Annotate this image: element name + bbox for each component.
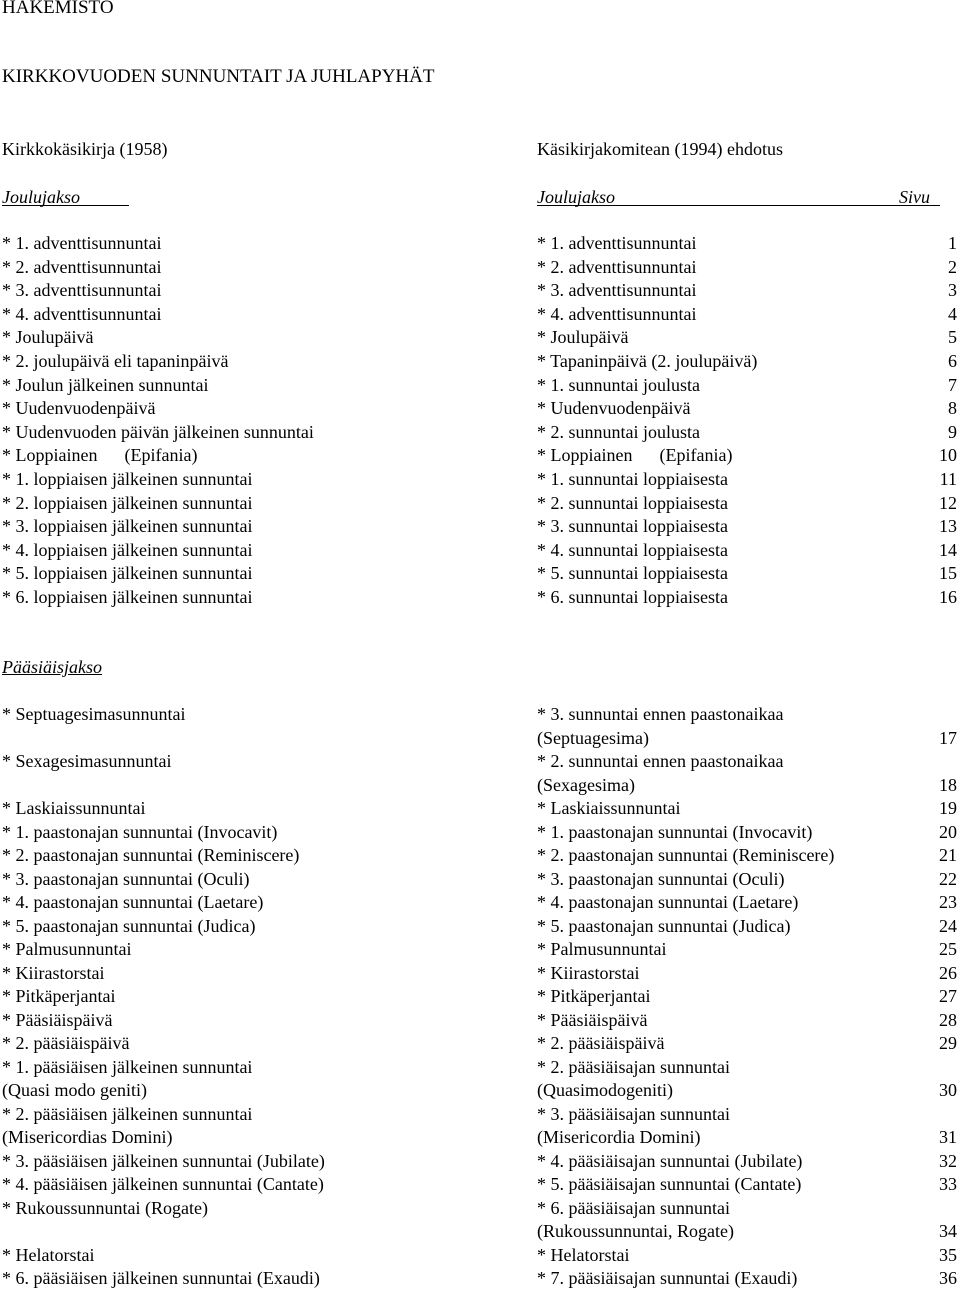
entry-page-number: 27 <box>939 986 957 1006</box>
entry-right: * 4. adventtisunnuntai <box>537 303 697 324</box>
entry-page-number: 22 <box>939 868 957 889</box>
entry-page-number: 33 <box>939 1174 957 1194</box>
entry-left: * 5. loppiaisen jälkeinen sunnuntai <box>2 563 253 584</box>
entry-page-number: 29 <box>939 1033 957 1053</box>
entry-left: * 6. pääsiäisen jälkeinen sunnuntai (Exaudi) <box>2 1268 320 1288</box>
underline-left <box>2 205 129 206</box>
entry-left: * 1. loppiaisen jälkeinen sunnuntai <box>2 469 253 489</box>
entry-right: * Laskiaissunnuntai <box>537 798 681 818</box>
section-heading-right-joulujakso: Joulujakso <box>537 187 615 207</box>
entry-left: * Helatorstai <box>2 1244 95 1265</box>
entry-left: * Pitkäperjantai <box>2 986 116 1006</box>
entry-right: (Quasimodogeniti) <box>537 1080 673 1100</box>
entry-right: * Helatorstai <box>537 1244 630 1265</box>
entry-left: * 2. pääsiäisen jälkeinen sunnuntai <box>2 1103 253 1124</box>
entry-left: * Pääsiäispäivä <box>2 1009 113 1030</box>
entry-page-number: 5 <box>948 327 957 348</box>
entry-left: * Uudenvuodenpäivä <box>2 398 156 419</box>
entry-left: * 1. pääsiäisen jälkeinen sunnuntai <box>2 1056 253 1077</box>
entry-right: * 6. sunnuntai loppiaisesta <box>537 587 728 607</box>
entry-page-number: 19 <box>939 798 957 818</box>
entry-right: * Pääsiäispäivä <box>537 1009 648 1030</box>
entry-left: * 3. pääsiäisen jälkeinen sunnuntai (Jubilate) <box>2 1150 325 1171</box>
section-heading-left-joulujakso: Joulujakso <box>2 187 80 207</box>
entry-right: * 2. pääsiäispäivä <box>537 1033 665 1053</box>
entry-page-number: 30 <box>939 1080 957 1100</box>
entry-right: (Sexagesima) <box>537 774 635 795</box>
entry-page-number: 10 <box>939 445 957 466</box>
entry-right: * Pitkäperjantai <box>537 986 651 1006</box>
section-heading-paasiaisjakso: Pääsiäisjakso <box>2 657 103 677</box>
entry-left: * 4. paastonajan sunnuntai (Laetare) <box>2 892 264 912</box>
entry-left: * 2. adventtisunnuntai <box>2 256 162 277</box>
entry-right: * Joulupäivä <box>537 327 629 348</box>
entry-page-number: 8 <box>948 398 957 419</box>
entry-left: * Septuagesimasunnuntai <box>2 704 186 724</box>
entry-left: * 1. paastonajan sunnuntai (Invocavit) <box>2 821 278 842</box>
entry-left: * Uudenvuoden päivän jälkeinen sunnuntai <box>2 421 314 442</box>
entry-page-number: 13 <box>939 516 957 537</box>
entry-left: * 2. pääsiäispäivä <box>2 1033 130 1053</box>
entry-right: * Tapaninpäivä (2. joulupäivä) <box>537 351 758 371</box>
entry-right: * 3. paastonajan sunnuntai (Oculi) <box>537 868 785 889</box>
entry-right: * 5. sunnuntai loppiaisesta <box>537 563 728 584</box>
entry-page-number: 35 <box>939 1244 957 1265</box>
entry-left: * Kiirastorstai <box>2 962 105 983</box>
entry-page-number: 18 <box>939 774 957 795</box>
entry-page-number: 14 <box>939 539 957 560</box>
entry-right: * 3. pääsiäisajan sunnuntai <box>537 1103 730 1124</box>
entry-right: * 4. sunnuntai loppiaisesta <box>537 539 728 560</box>
entry-left: * Rukoussunnuntai (Rogate) <box>2 1197 208 1218</box>
entry-right: * 2. sunnuntai ennen paastonaikaa <box>537 751 784 771</box>
page-column-heading: Sivu <box>899 187 930 207</box>
entry-left: * Joulun jälkeinen sunnuntai <box>2 374 209 395</box>
entry-right: * 4. paastonajan sunnuntai (Laetare) <box>537 892 799 912</box>
entry-left: * 2. loppiaisen jälkeinen sunnuntai <box>2 492 253 513</box>
entry-right: * 1. adventtisunnuntai <box>537 233 697 253</box>
entry-page-number: 20 <box>939 821 957 842</box>
entry-right: * Kiirastorstai <box>537 962 640 983</box>
entry-left: * 1. adventtisunnuntai <box>2 233 162 253</box>
entry-right: (Rukoussunnuntai, Rogate) <box>537 1221 734 1241</box>
entry-page-number: 17 <box>939 727 957 748</box>
column-heading-left: Kirkkokäsikirja (1958) <box>2 139 168 159</box>
entry-left: * 4. adventtisunnuntai <box>2 303 162 324</box>
entry-left: * 4. loppiaisen jälkeinen sunnuntai <box>2 539 253 560</box>
page-subtitle: KIRKKOVUODEN SUNNUNTAIT JA JUHLAPYHÄT <box>2 66 435 87</box>
entry-left: (Misericordias Domini) <box>2 1127 173 1147</box>
entry-right: * 2. paastonajan sunnuntai (Reminiscere) <box>537 845 835 865</box>
entry-page-number: 7 <box>948 374 957 395</box>
entry-right: (Misericordia Domini) <box>537 1127 701 1147</box>
entry-right: * 5. paastonajan sunnuntai (Judica) <box>537 915 791 936</box>
entry-right: * 2. sunnuntai loppiaisesta <box>537 492 728 513</box>
entry-page-number: 16 <box>939 587 957 607</box>
entry-right: * Loppiainen (Epifania) <box>537 445 733 466</box>
entry-page-number: 11 <box>939 469 957 489</box>
entry-left: * Loppiainen (Epifania) <box>2 445 198 466</box>
entry-left: * 6. loppiaisen jälkeinen sunnuntai <box>2 587 253 607</box>
entry-right: * 3. adventtisunnuntai <box>537 280 697 301</box>
entry-page-number: 4 <box>948 303 957 324</box>
entry-page-number: 24 <box>939 915 957 936</box>
page-title: HAKEMISTO <box>2 0 114 18</box>
entry-page-number: 28 <box>939 1009 957 1030</box>
entry-left: * Palmusunnuntai <box>2 939 132 959</box>
entry-page-number: 12 <box>939 492 957 513</box>
entry-left: * 2. joulupäivä eli tapaninpäivä <box>2 351 229 371</box>
entry-right: * 3. sunnuntai loppiaisesta <box>537 516 728 537</box>
entry-page-number: 34 <box>939 1221 957 1241</box>
entry-page-number: 9 <box>948 421 957 442</box>
entry-right: * 1. sunnuntai joulusta <box>537 374 700 395</box>
entry-left: * Laskiaissunnuntai <box>2 798 146 818</box>
entry-page-number: 3 <box>948 280 957 301</box>
entry-left: * 3. adventtisunnuntai <box>2 280 162 301</box>
entry-right: (Septuagesima) <box>537 727 649 748</box>
entry-left: * 3. paastonajan sunnuntai (Oculi) <box>2 868 250 889</box>
entry-page-number: 36 <box>939 1268 957 1288</box>
entry-page-number: 31 <box>939 1127 957 1147</box>
entry-page-number: 23 <box>939 892 957 912</box>
entry-page-number: 6 <box>948 351 957 371</box>
entry-right: * 2. adventtisunnuntai <box>537 256 697 277</box>
entry-right: * Palmusunnuntai <box>537 939 667 959</box>
entry-left: * 5. paastonajan sunnuntai (Judica) <box>2 915 256 936</box>
entry-left: * Joulupäivä <box>2 327 94 348</box>
entry-left: * Sexagesimasunnuntai <box>2 751 172 771</box>
entry-right: * 4. pääsiäisajan sunnuntai (Jubilate) <box>537 1150 803 1171</box>
entry-left: (Quasi modo geniti) <box>2 1080 147 1100</box>
entry-page-number: 15 <box>939 563 957 584</box>
column-heading-right: Käsikirjakomitean (1994) ehdotus <box>537 139 783 159</box>
entry-right: * 2. pääsiäisajan sunnuntai <box>537 1056 730 1077</box>
entry-right: * 1. paastonajan sunnuntai (Invocavit) <box>537 821 813 842</box>
entry-left: * 4. pääsiäisen jälkeinen sunnuntai (Cantate) <box>2 1174 324 1194</box>
entry-right: * 3. sunnuntai ennen paastonaikaa <box>537 704 784 724</box>
entry-right: * 1. sunnuntai loppiaisesta <box>537 469 728 489</box>
entry-right: * 5. pääsiäisajan sunnuntai (Cantate) <box>537 1174 802 1194</box>
entry-right: * 7. pääsiäisajan sunnuntai (Exaudi) <box>537 1268 798 1288</box>
entry-page-number: 32 <box>939 1150 957 1171</box>
entry-left: * 2. paastonajan sunnuntai (Reminiscere) <box>2 845 300 865</box>
entry-right: * 6. pääsiäisajan sunnuntai <box>537 1197 730 1218</box>
underline-right <box>537 205 940 206</box>
entry-page-number: 2 <box>948 256 957 277</box>
entry-right: * Uudenvuodenpäivä <box>537 398 691 419</box>
entry-left: * 3. loppiaisen jälkeinen sunnuntai <box>2 516 253 537</box>
entry-page-number: 26 <box>939 962 957 983</box>
entry-page-number: 1 <box>948 233 957 253</box>
entry-page-number: 25 <box>939 939 957 959</box>
entry-page-number: 21 <box>939 845 957 865</box>
entry-right: * 2. sunnuntai joulusta <box>537 421 700 442</box>
